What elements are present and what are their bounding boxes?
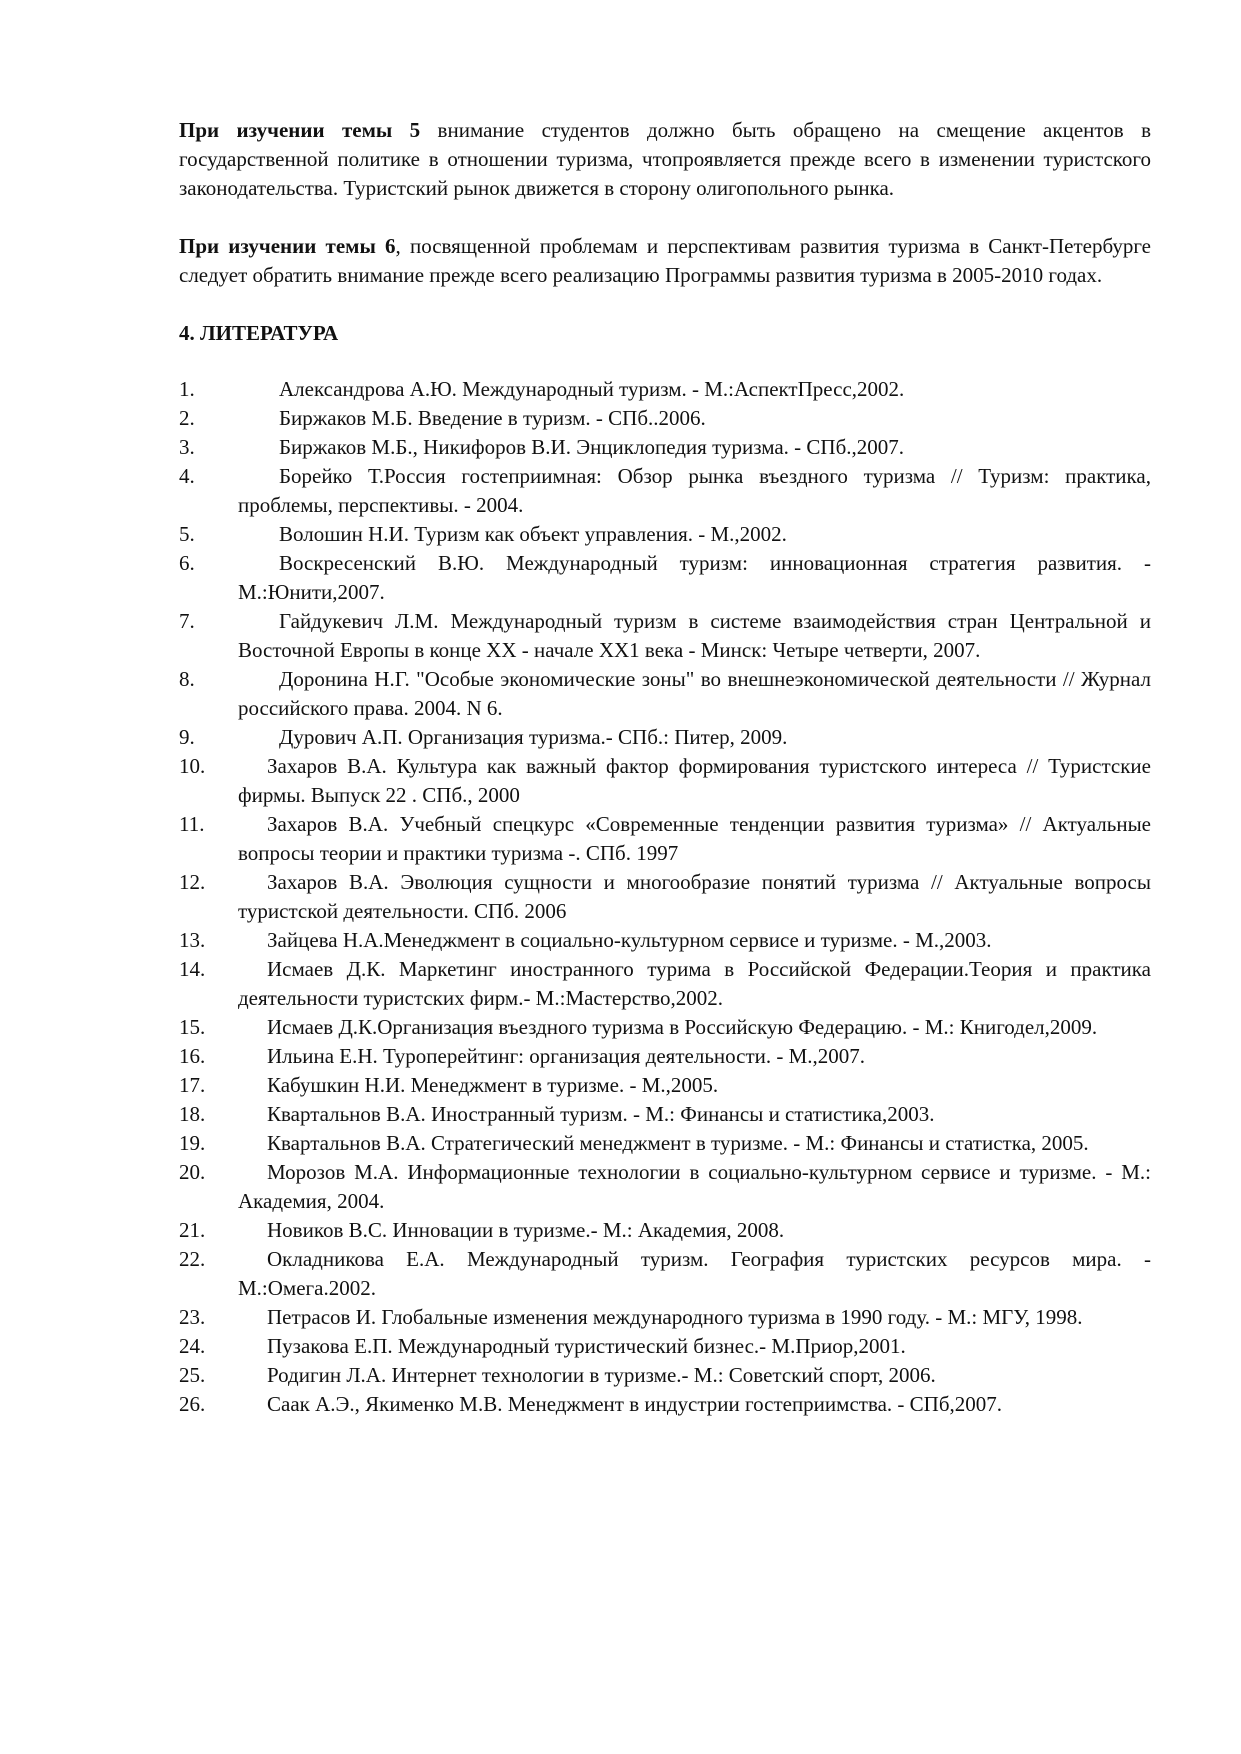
item-number: 14. — [179, 957, 206, 981]
item-number: 11. — [179, 812, 205, 836]
item-number: 21. — [179, 1218, 206, 1242]
item-text: Родигин Л.А. Интернет технологии в туризме.- М.: Советский спорт, 2006. — [267, 1363, 936, 1387]
literature-item — [179, 549, 1151, 607]
literature-item — [179, 1013, 1151, 1042]
item-text: Дурович А.П. Организация туризма.- СПб.: Питер, 2009. — [279, 725, 788, 749]
literature-item — [179, 404, 1151, 433]
item-text: Исмаев Д.К. Маркетинг иностранного турима в Российской Федерации.Теория и практика деятельности туристских фирм.- М.:Мастерство,2002. — [238, 957, 1151, 1010]
item-number: 25. — [179, 1363, 206, 1387]
item-text: Гайдукевич Л.М. Международный туризм в системе взаимодействия стран Центральной и Восточной Европы в конце XX - начале XX1 века - Минск: Четыре четверти, 2007. — [238, 609, 1151, 662]
literature-item — [179, 1245, 1151, 1303]
item-number: 15. — [179, 1015, 206, 1039]
literature-item — [179, 1071, 1151, 1100]
item-text: Биржаков М.Б., Никифоров В.И. Энциклопедия туризма. - СПб.,2007. — [279, 435, 905, 459]
item-text: Биржаков М.Б. Введение в туризм. - СПб..2006. — [279, 406, 706, 430]
paragraph-text: внимание студентов должно быть обращено на смещение акцентов в государственной политике в отношении туризма, чтопроявляется прежде всего в изменении туристского законодательства. Туристский рынок движется в сторону олигопольного рынка. — [179, 118, 1151, 200]
literature-item — [179, 810, 1151, 868]
item-number: 24. — [179, 1334, 206, 1358]
item-text: Петрасов И. Глобальные изменения международного туризма в 1990 году. - М.: МГУ, 1998. — [267, 1305, 1083, 1329]
item-text: Кабушкин Н.И. Менеджмент в туризме. - М.,2005. — [267, 1073, 719, 1097]
item-number: 20. — [179, 1160, 206, 1184]
paragraph-topic-6 — [179, 232, 1151, 290]
literature-item — [179, 1100, 1151, 1129]
item-text: Новиков В.С. Инновации в туризме.- М.: Академия, 2008. — [267, 1218, 785, 1242]
item-text: Квартальнов В.А. Стратегический менеджмент в туризме. - М.: Финансы и статистка, 2005. — [267, 1131, 1089, 1155]
literature-item — [179, 926, 1151, 955]
item-number: 26. — [179, 1392, 206, 1416]
literature-item — [179, 607, 1151, 665]
literature-item — [179, 462, 1151, 520]
literature-item — [179, 868, 1151, 926]
item-text: Морозов М.А. Информационные технологии в социально-культурном сервисе и туризме. - М.: Академия, 2004. — [238, 1160, 1151, 1213]
item-text: Пузакова Е.П. Международный туристический бизнес.- М.Приор,2001. — [267, 1334, 906, 1358]
item-number: 2. — [179, 406, 195, 430]
item-text: Волошин Н.И. Туризм как объект управления. - М.,2002. — [279, 522, 787, 546]
item-number: 23. — [179, 1305, 206, 1329]
literature-list — [179, 375, 1151, 1419]
item-number: 7. — [179, 609, 195, 633]
literature-item — [179, 1361, 1151, 1390]
literature-item — [179, 520, 1151, 549]
item-text: Квартальнов В.А. Иностранный туризм. - М.: Финансы и статистика,2003. — [267, 1102, 935, 1126]
item-number: 4. — [179, 464, 195, 488]
literature-item — [179, 1303, 1151, 1332]
item-text: Окладникова Е.А. Международный туризм. География туристских ресурсов мира. - М.:Омега.2002. — [238, 1247, 1151, 1300]
item-number: 12. — [179, 870, 206, 894]
item-text: Зайцева Н.А.Менеджмент в социально-культурном сервисе и туризме. - М.,2003. — [267, 928, 992, 952]
item-number: 17. — [179, 1073, 206, 1097]
item-text: Захаров В.А. Эволюция сущности и многообразие понятий туризма // Актуальные вопросы туристской деятельности. СПб. 2006 — [238, 870, 1151, 923]
literature-item — [179, 1158, 1151, 1216]
paragraph-lead: При изучении темы 6 — [179, 234, 396, 258]
item-number: 5. — [179, 522, 195, 546]
literature-item — [179, 1129, 1151, 1158]
item-number: 22. — [179, 1247, 206, 1271]
paragraph-topic-5 — [179, 116, 1151, 203]
item-text: Александрова А.Ю. Международный туризм. - М.:АспектПресс,2002. — [279, 377, 905, 401]
literature-item — [179, 723, 1151, 752]
literature-item — [179, 752, 1151, 810]
item-number: 9. — [179, 725, 195, 749]
item-number: 3. — [179, 435, 195, 459]
item-text: Ильина Е.Н. Туроперейтинг: организация деятельности. - М.,2007. — [267, 1044, 866, 1068]
literature-item — [179, 1042, 1151, 1071]
paragraph-lead: При изучении темы 5 — [179, 118, 421, 142]
item-text: Воскресенский В.Ю. Международный туризм: инновационная стратегия развития. - М.:Юнити,2007. — [238, 551, 1151, 604]
literature-item — [179, 433, 1151, 462]
literature-item — [179, 1216, 1151, 1245]
paragraph-text: , посвященной проблемам и перспективам развития туризма в Санкт-Петербурге следует обратить внимание прежде всего реализацию Программы развития туризма в 2005-2010 годах. — [179, 234, 1151, 287]
item-number: 8. — [179, 667, 195, 691]
item-text: Доронина Н.Г. "Особые экономические зоны" во внешнеэкономической деятельности // Журнал российского права. 2004. N 6. — [238, 667, 1151, 720]
item-number: 13. — [179, 928, 206, 952]
literature-item — [179, 955, 1151, 1013]
literature-item — [179, 1390, 1151, 1419]
item-number: 16. — [179, 1044, 206, 1068]
item-text: Саак А.Э., Якименко М.В. Менеджмент в индустрии гостеприимства. - СПб,2007. — [267, 1392, 1003, 1416]
item-text: Захаров В.А. Культура как важный фактор формирования туристского интереса // Туристские фирмы. Выпуск 22 . СПб., 2000 — [238, 754, 1151, 807]
item-number: 18. — [179, 1102, 206, 1126]
item-text: Борейко Т.Россия гостеприимная: Обзор рынка въездного туризма // Туризм: практика, проблемы, перспективы. - 2004. — [238, 464, 1151, 517]
item-number: 6. — [179, 551, 195, 575]
literature-item — [179, 665, 1151, 723]
literature-item — [179, 375, 1151, 404]
item-text: Захаров В.А. Учебный спецкурс «Современные тенденции развития туризма» // Актуальные вопросы теории и практики туризма -. СПб. 1997 — [238, 812, 1151, 865]
item-number: 19. — [179, 1131, 206, 1155]
item-number: 10. — [179, 754, 206, 778]
item-number: 1. — [179, 377, 195, 401]
document-page — [179, 116, 1151, 1419]
literature-item — [179, 1332, 1151, 1361]
item-text: Исмаев Д.К.Организация въездного туризма в Российскую Федерацию. - М.: Книгодел,2009. — [267, 1015, 1098, 1039]
section-heading: 4. ЛИТЕРАТУРА — [179, 321, 339, 345]
